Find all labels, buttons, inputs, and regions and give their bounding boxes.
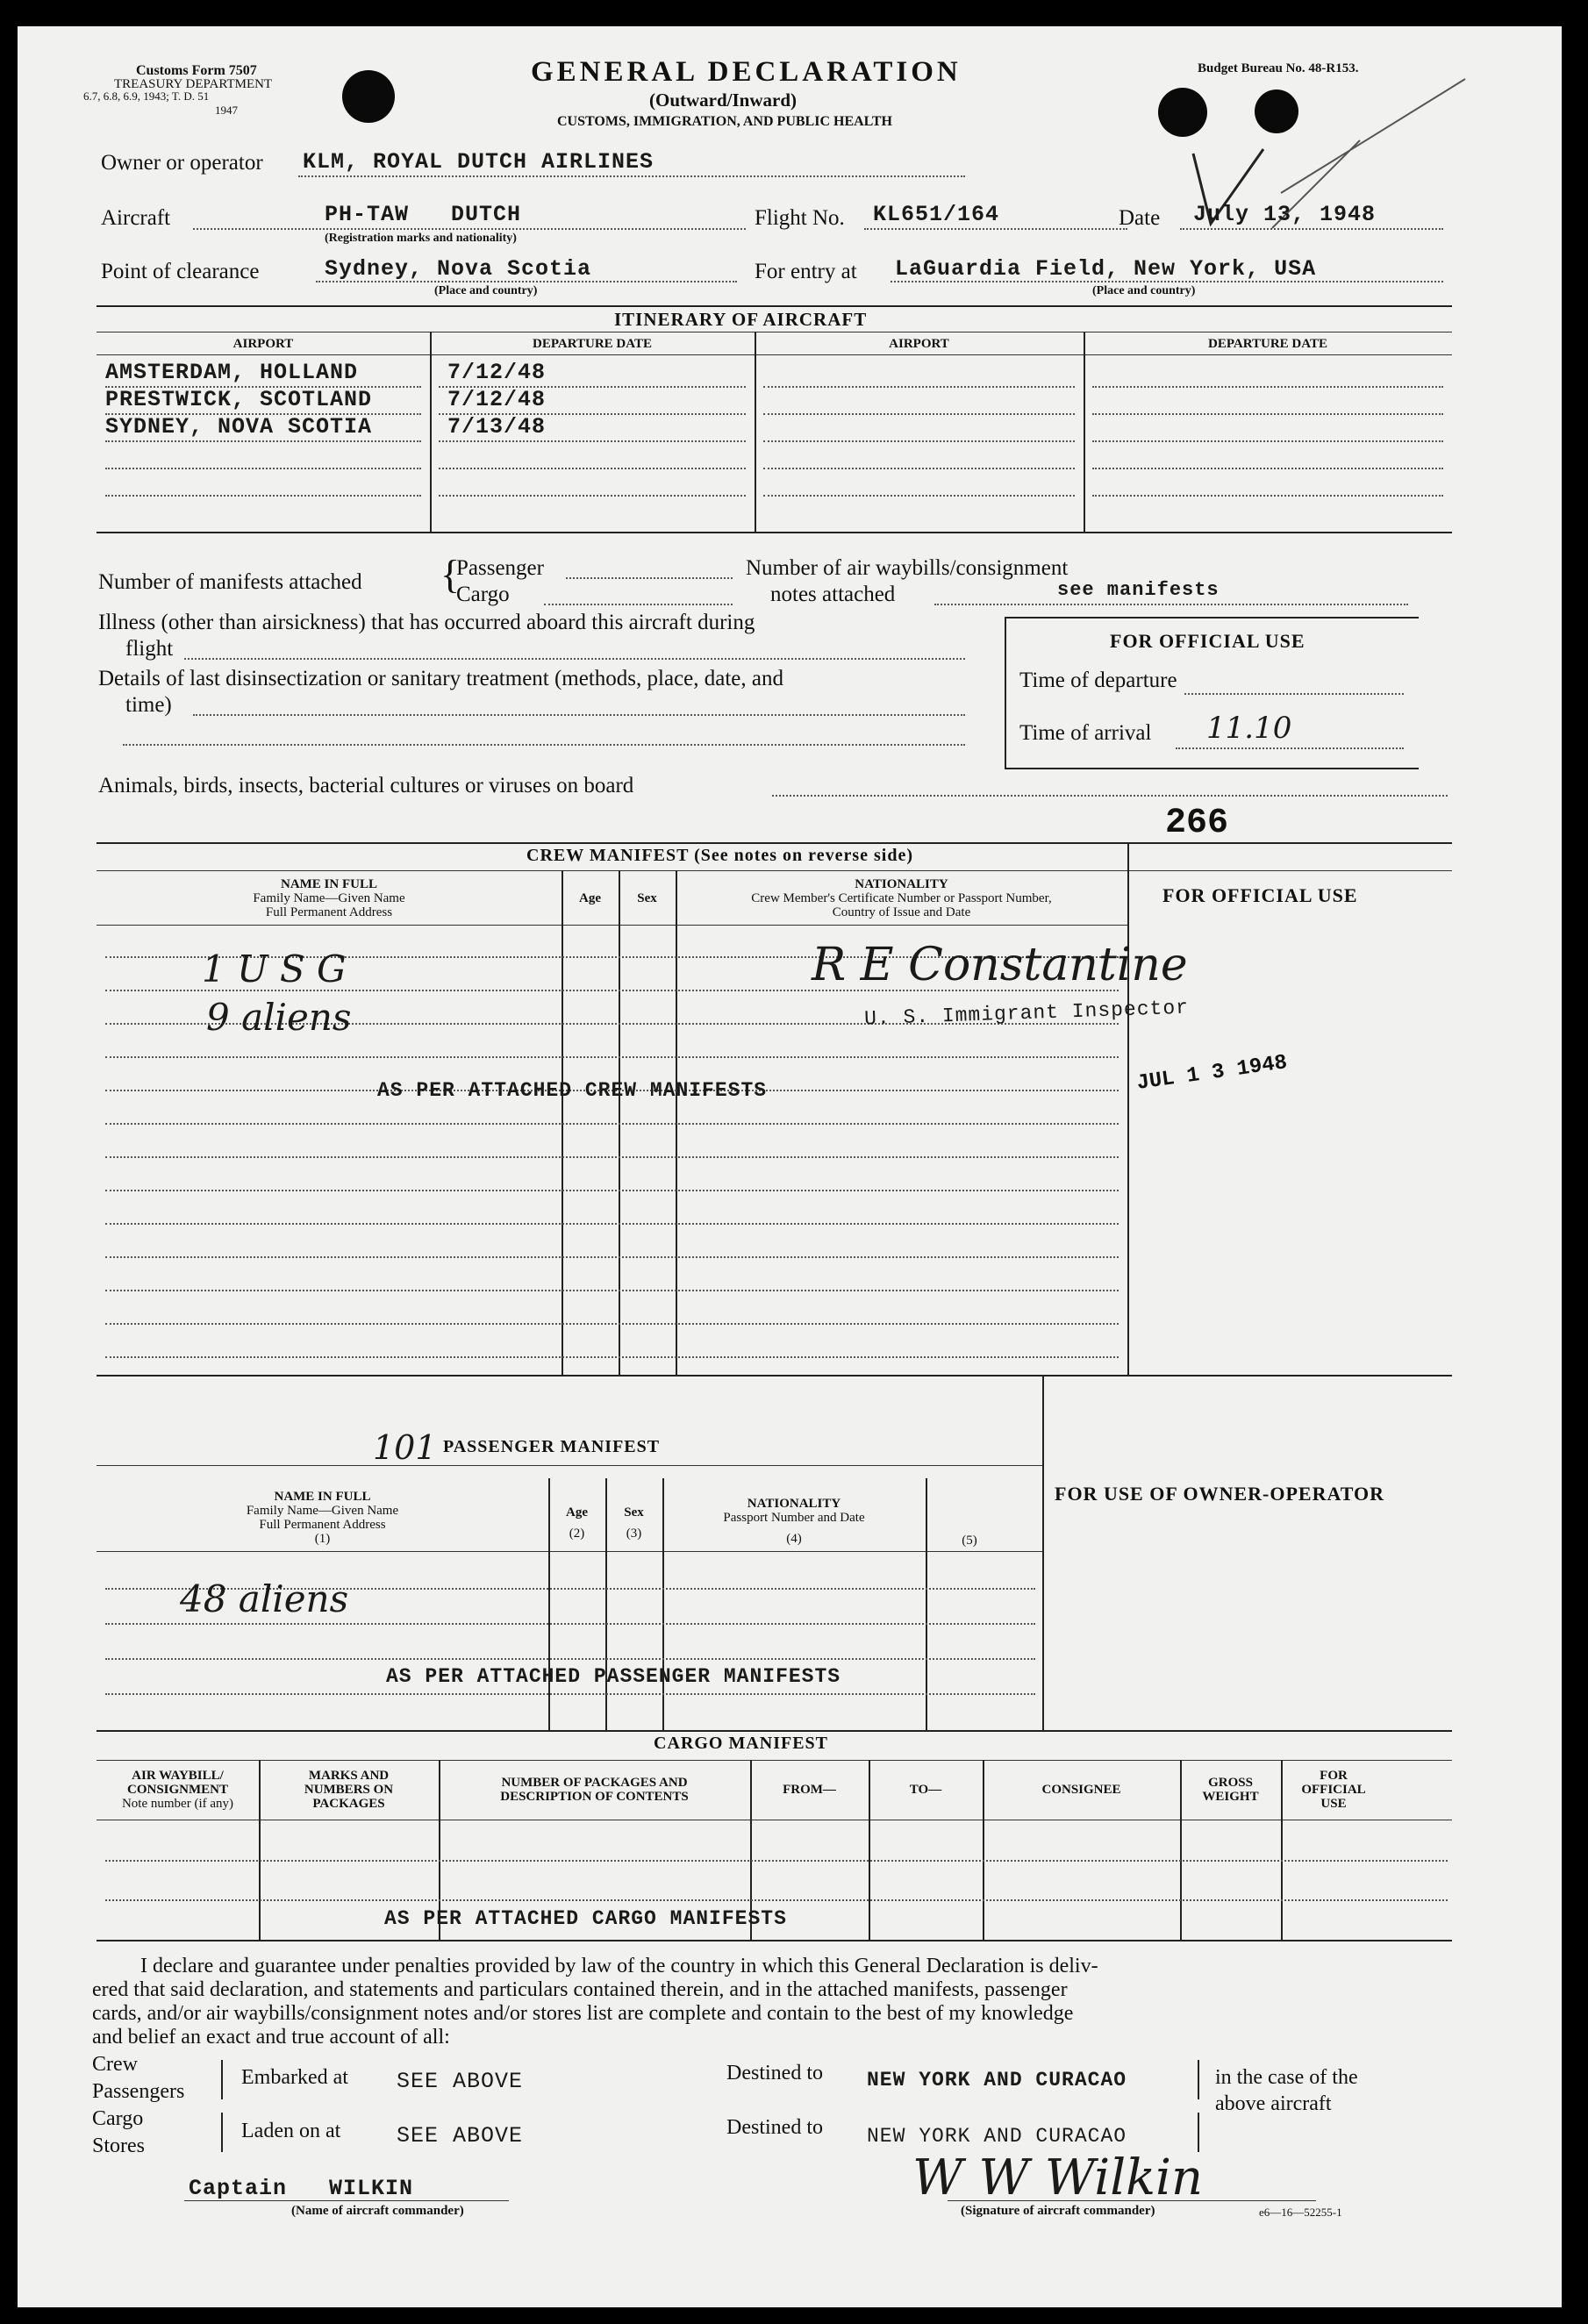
budget-number: Budget Bureau No. 48-R153.	[1198, 61, 1359, 75]
cargo-col-to: TO—	[909, 1783, 942, 1797]
animals-label: Animals, birds, insects, bacterial cultures or viruses on board	[98, 774, 634, 797]
itinerary-row-date: 7/13/48	[447, 414, 547, 440]
entry-caption: (Place and country)	[1092, 284, 1196, 297]
aircraft-value: PH-TAW DUTCH	[325, 202, 522, 227]
regulations: 6.7, 6.8, 6.9, 1943; T. D. 51	[83, 89, 210, 103]
passenger-label: Passenger	[456, 556, 544, 580]
itinerary-title: ITINERARY OF AIRCRAFT	[614, 309, 868, 330]
inspector-signature: R E Constantine	[812, 939, 1188, 991]
clearance-value: Sydney, Nova Scotia	[325, 256, 592, 282]
inspector-title: U. S. Immigrant Inspector	[863, 996, 1190, 1031]
received-stamp-number: 266	[1165, 804, 1229, 843]
passenger-col-5: (5)	[962, 1534, 977, 1548]
cargo-col-consignee: CONSIGNEE	[1041, 1783, 1121, 1797]
cargo-col-weight: GROSS WEIGHT	[1202, 1776, 1259, 1804]
declaration-line-1: I declare and guarantee under penalties provided by law of the country in which this General Declaration is deliv-	[140, 1955, 1098, 1977]
entry-value: LaGuardia Field, New York, USA	[895, 256, 1317, 282]
owner-operator-use: FOR USE OF OWNER-OPERATOR	[1055, 1483, 1385, 1505]
crew-col-age: Age	[579, 891, 601, 905]
laden-value: SEE ABOVE	[397, 2123, 524, 2149]
itinerary-row-date: 7/12/48	[447, 387, 547, 412]
passenger-col-age: Age	[566, 1505, 588, 1520]
case-text-1: in the case of the	[1215, 2066, 1358, 2089]
crew-official-use: FOR OFFICIAL USE	[1162, 884, 1358, 906]
passenger-handwritten-aliens: 48 aliens	[180, 1577, 349, 1620]
owner-value: KLM, ROYAL DUTCH AIRLINES	[303, 149, 655, 175]
page-title: GENERAL DECLARATION	[531, 56, 962, 88]
itinerary-row-airport: PRESTWICK, SCOTLAND	[105, 387, 373, 412]
passenger-col-name: NAME IN FULL	[274, 1490, 371, 1504]
destined-value-1: NEW YORK AND CURACAO	[867, 2069, 1127, 2092]
passenger-count-handwritten: 101	[373, 1428, 437, 1467]
itinerary-col-airport-2: AIRPORT	[889, 337, 949, 351]
date-value: July 13, 1948	[1193, 202, 1377, 227]
itinerary-col-airport-1: AIRPORT	[232, 337, 294, 351]
official-box-title: FOR OFFICIAL USE	[1110, 630, 1305, 652]
arrival-time-label: Time of arrival	[1019, 721, 1152, 745]
captain-name: Captain WILKIN	[189, 2176, 414, 2201]
passenger-title: PASSENGER MANIFEST	[443, 1437, 661, 1456]
passenger-col-nationality: NATIONALITY	[747, 1497, 841, 1511]
entry-label: For entry at	[755, 260, 857, 283]
print-code: e6—16—52255-1	[1259, 2206, 1342, 2219]
itinerary-row-airport: AMSTERDAM, HOLLAND	[105, 360, 359, 385]
crew-handwritten-aliens: 9 aliens	[206, 996, 352, 1039]
clearance-caption: (Place and country)	[434, 284, 538, 297]
destined-label-2: Destined to	[726, 2116, 823, 2139]
crew-handwritten-us: 1 U S G	[202, 947, 347, 990]
embarked-value: SEE ABOVE	[397, 2069, 524, 2094]
inspection-date-stamp: JUL 1 3 1948	[1134, 1051, 1289, 1096]
owner-label: Owner or operator	[101, 151, 263, 175]
direction: (Outward/Inward)	[649, 89, 798, 111]
waybills-label: Number of air waybills/consignment	[746, 556, 1069, 580]
flight-label: Flight No.	[755, 206, 845, 230]
arrival-time-value: 11.10	[1206, 711, 1292, 746]
crew-col-nationality: NATIONALITY	[855, 877, 948, 891]
itinerary-col-departure-2: DEPARTURE DATE	[1207, 337, 1327, 351]
date-label: Date	[1119, 206, 1161, 230]
flight-value: KL651/164	[873, 202, 1000, 227]
cargo-col-marks: MARKS AND NUMBERS ON PACKAGES	[304, 1769, 394, 1811]
page-subtitle: CUSTOMS, IMMIGRATION, AND PUBLIC HEALTH	[557, 114, 892, 129]
general-declaration-sheet: Customs Form 7507 TREASURY DEPARTMENT 6.7, 6.8, 6.9, 1943; T. D. 51 1947 GENERAL DECLARATION (Outward/Inward) CUSTOMS, IMMIGRATION, AND PUBLIC HEALTH Budget Bureau No. 48-R153. Owner or operator KLM, ROYAL DUTCH AIRLINES Aircraft PH-TAW DUTCH (Registration marks and nationality) Flight No. KL651/164 Date July 13, 1948 Point of clearance Sydney, Nova Scotia (Place and country) For entry at LaGuardia Field, New York, USA (Place and country) ITINERARY OF AIRCRAFT AIRPORT DEPARTURE DATE AIRPORT DEPARTURE DATE AMSTERDAM, HOLLAND 7/12/48 PRESTWICK, SCOTLAND 7/12/48 SYDNEY, NOVA SCOTIA 7/13/48 Number of manifests attached { Passenger Cargo Number of air waybills/consignment notes attached see manifests Illness (other than airsickness) that has occurred aboard this aircraft during flight Details of last disinsectization or sanitary treatment (methods, place, date, and time) Animals, birds, insects, bacterial cultures or viruses on board FOR OFFICIAL USE Time of departure Time of arrival 11.10 266 CREW MANIFEST (See notes on reverse side) NAME IN FULL Family Name—Given Name Full Permanent Address Age Sex NATIONALITY Crew Member's Certificate Number or Passport Number, Country of Issue and Date FOR OFFICIAL USE 1 U S G 9 aliens AS PER ATTACHED CREW MANIFESTS R E Constantine U. S. Immigrant Inspector JUL 1 3 1948 101 PASSENGER MANIFEST NAME IN FULL Family Name—Given Name Full Permanent Address (1) Age (2) Sex (3) NATIONALITY Passport Number and Date (4) (5) FOR USE OF OWNER-OPERATOR 48 aliens AS PER ATTACHED PASSENGER MANIFESTS CARGO MANIFEST AIR WAYBILL/ CONSIGNMENT Note number (if any) MARKS AND NUMBERS ON PACKAGES NUMBER OF PACKAGES AND DESCRIPTION OF CONTENTS FROM— TO— CONSIGNEE GROSS WEIGHT FOR OFFICIAL USE AS PER ATTACHED CARGO MANIFESTS I declare and guarantee under penalties provided by law of the country in which this General Declaration is deliv- ered that said declaration, and statements and particulars contained therein, and in the attached manifests, passenger cards, and/or air waybills/consignment notes and/or stores list are complete and contain to the best of my knowledge and belief an exact and true account of all: Crew Passengers Cargo Stores Embarked at SEE ABOVE Laden on at SEE ABOVE Destined to NEW YORK AND CURACAO Destined to NEW YORK AND CURACAO in the case of the above aircraft Captain WILKIN (Name of aircraft commander) W W Wilkin (Signature of aircraft commander) e6—16—52255-1	[18, 26, 1562, 2307]
cargo-word: Cargo	[92, 2107, 144, 2130]
crew-col-sex: Sex	[637, 891, 657, 905]
department: TREASURY DEPARTMENT	[114, 77, 273, 91]
destined-value-2: NEW YORK AND CURACAO	[867, 2125, 1127, 2148]
laden-label: Laden on at	[241, 2120, 341, 2142]
commander-name-caption: (Name of aircraft commander)	[291, 2204, 464, 2218]
cargo-col-official: FOR OFFICIAL USE	[1301, 1769, 1366, 1811]
flight-word: flight	[125, 637, 174, 661]
crew-col-name: NAME IN FULL	[280, 877, 377, 891]
form-number: Customs Form 7507	[136, 63, 257, 78]
disinsection-label: Details of last disinsectization or sanitary treatment (methods, place, date, and	[98, 667, 783, 690]
notes-label: notes attached	[770, 583, 896, 606]
cargo-title: CARGO MANIFEST	[654, 1734, 829, 1753]
cargo-col-from: FROM—	[783, 1783, 836, 1797]
punch-hole-left	[342, 70, 395, 123]
cargo-label: Cargo	[456, 583, 510, 606]
manifests-label: Number of manifests attached	[98, 570, 362, 594]
time-word: time)	[125, 693, 172, 717]
crew-word: Crew	[92, 2053, 138, 2076]
case-text-2: above aircraft	[1215, 2092, 1332, 2115]
aircraft-caption: (Registration marks and nationality)	[325, 232, 517, 245]
cargo-attached-note: AS PER ATTACHED CARGO MANIFESTS	[384, 1907, 787, 1930]
commander-signature-caption: (Signature of aircraft commander)	[961, 2204, 1155, 2218]
departure-time-label: Time of departure	[1019, 669, 1177, 692]
embarked-label: Embarked at	[241, 2066, 348, 2089]
destined-label-1: Destined to	[726, 2062, 823, 2084]
cargo-col-packages: NUMBER OF PACKAGES AND DESCRIPTION OF CONTENTS	[500, 1776, 689, 1804]
aircraft-label: Aircraft	[101, 206, 171, 230]
declaration-line-4: and belief an exact and true account of all:	[92, 2026, 450, 2049]
declaration-line-3: cards, and/or air waybills/consignment notes and/or stores list are complete and contain to the best of my knowledge	[92, 2002, 1074, 2025]
passenger-attached-note: AS PER ATTACHED PASSENGER MANIFESTS	[386, 1665, 841, 1688]
waybills-value: see manifests	[1057, 579, 1220, 601]
illness-label: Illness (other than airsickness) that has occurred aboard this aircraft during	[98, 611, 755, 634]
crew-title: CREW MANIFEST (See notes on reverse side)	[526, 846, 913, 865]
itinerary-col-departure-1: DEPARTURE DATE	[532, 337, 652, 351]
form-date: 1947	[215, 104, 238, 117]
passenger-col-sex: Sex	[624, 1505, 644, 1520]
crew-attached-note: AS PER ATTACHED CREW MANIFESTS	[377, 1079, 768, 1102]
commander-signature: W W Wilkin	[912, 2149, 1204, 2206]
stores-word: Stores	[92, 2135, 145, 2157]
itinerary-row-airport: SYDNEY, NOVA SCOTIA	[105, 414, 373, 440]
declaration-line-2: ered that said declaration, and statements and particulars contained therein, and in the attached manifests, passenger	[92, 1978, 1068, 2001]
passengers-word: Passengers	[92, 2080, 185, 2103]
itinerary-row-date: 7/12/48	[447, 360, 547, 385]
clearance-label: Point of clearance	[101, 260, 260, 283]
cargo-col-waybill: AIR WAYBILL/ CONSIGNMENT Note number (if any)	[121, 1769, 234, 1811]
